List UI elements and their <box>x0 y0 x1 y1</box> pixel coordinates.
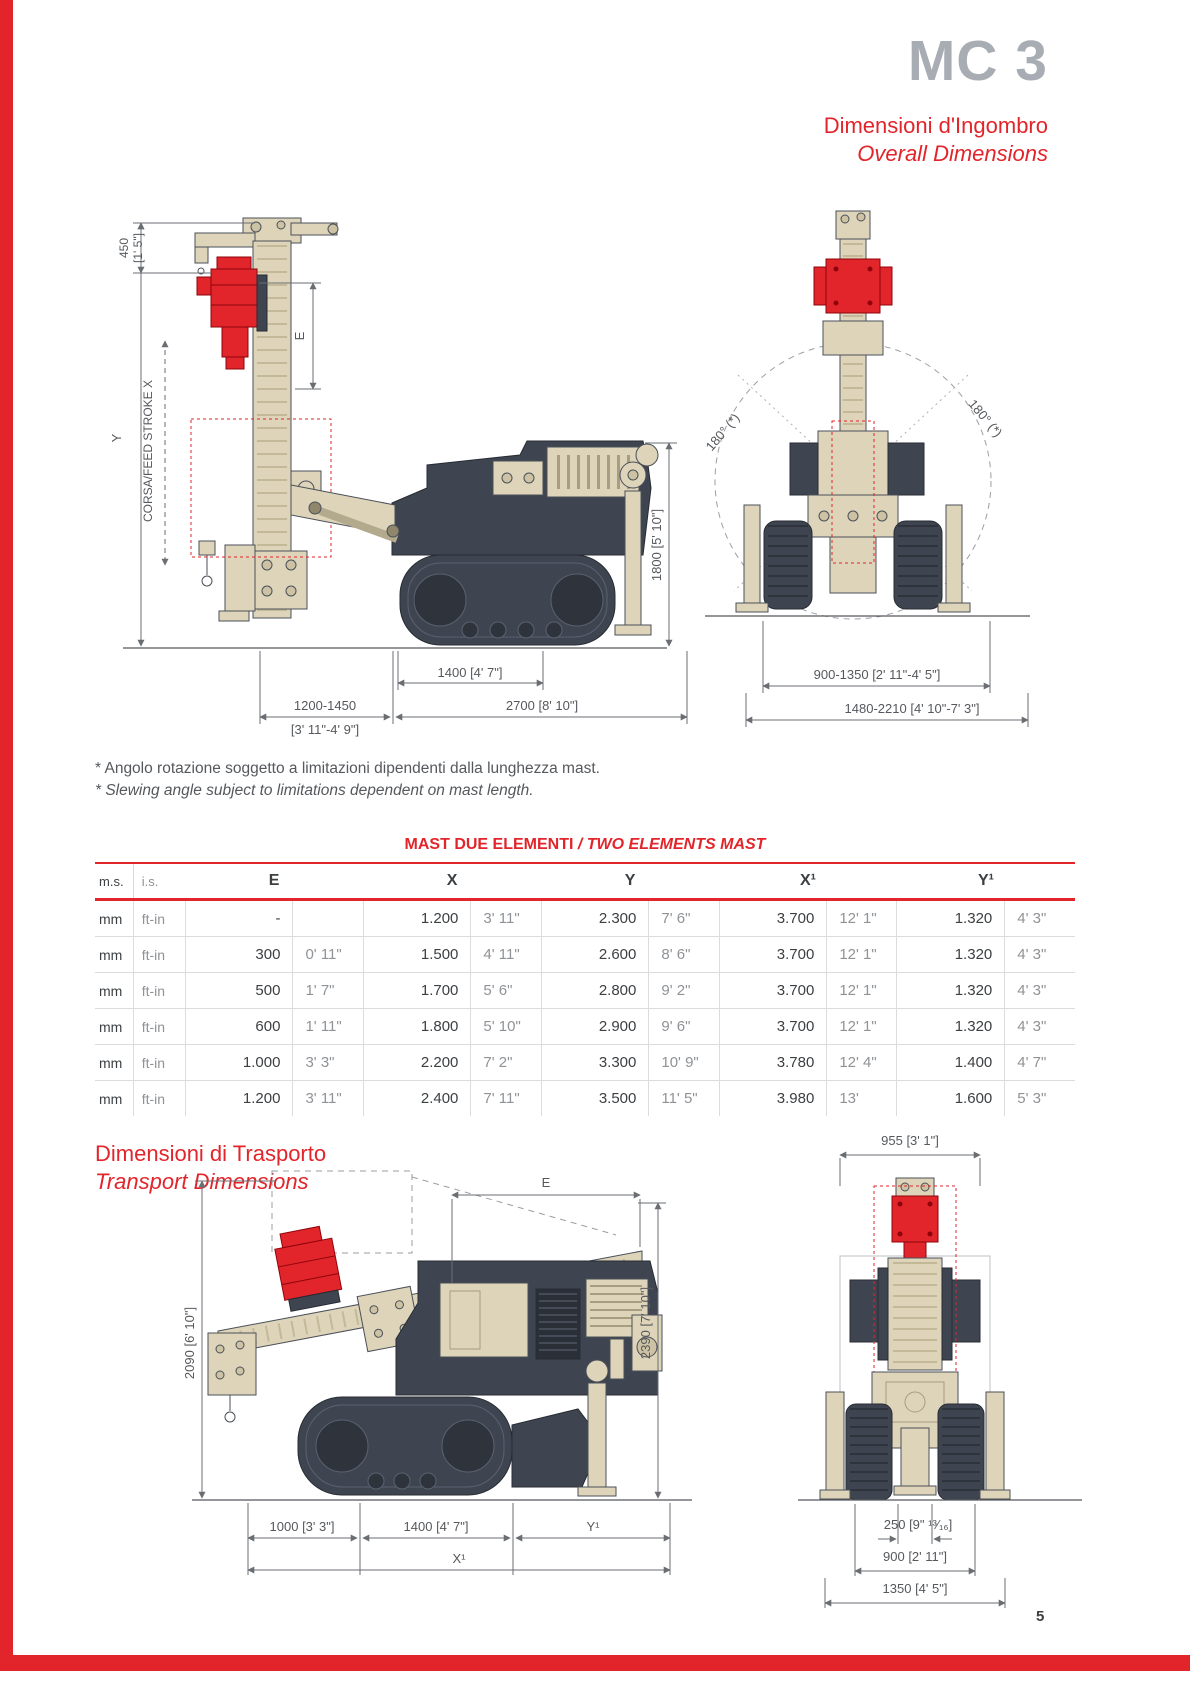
table-cell: 3.700 <box>719 973 827 1009</box>
col-header-is: i.s. <box>133 863 185 900</box>
table-cell: 7' 6" <box>649 900 719 937</box>
dim-label-y1: Y¹ <box>586 1519 600 1534</box>
table-row <box>95 1081 1075 1117</box>
table-cell: 2.400 <box>363 1081 471 1117</box>
lower-clamp <box>199 541 307 621</box>
dim-label-1400: 1400 [4' 7"] <box>403 1519 469 1534</box>
page-number: 5 <box>1036 1608 1045 1625</box>
transport-rear-bottom-dimensions <box>825 1504 1005 1608</box>
table-cell: 4' 7" <box>1005 1045 1075 1081</box>
crawler-track <box>400 555 615 645</box>
dim-label-1800: 1800 [5' 10"] <box>649 508 664 582</box>
table-cell: 1.200 <box>185 1081 293 1117</box>
table-cell: 2.900 <box>541 1009 649 1045</box>
table-cell: 12' 1" <box>827 973 897 1009</box>
table-cell: ft-in <box>133 1081 185 1117</box>
rotary-head <box>814 259 892 313</box>
table-row <box>95 973 1075 1009</box>
col-header-e: E <box>185 863 363 900</box>
table-row <box>95 937 1075 973</box>
table-cell: 4' 3" <box>1005 900 1075 937</box>
table-cell: ft-in <box>133 900 185 937</box>
heading-italian: Dimensioni d'Ingombro <box>823 113 1048 138</box>
table-cell: 12' 1" <box>827 937 897 973</box>
table-cell: 4' 3" <box>1005 973 1075 1009</box>
transport-side-view-drawing <box>180 1143 700 1583</box>
table-cell: 1.000 <box>185 1045 293 1081</box>
dim-label-900-1350: 900-1350 [2' 11"-4' 5"] <box>813 667 941 682</box>
table-cell: 3.300 <box>541 1045 649 1081</box>
table-cell: 8' 6" <box>649 937 719 973</box>
table-cell: 3' 11" <box>293 1081 363 1117</box>
dim-label-2700: 2700 [8' 10"] <box>505 698 579 713</box>
rotary-head <box>892 1196 938 1258</box>
table-cell: 4' 3" <box>1005 1009 1075 1045</box>
dim-label-1200-1450-ft: [3' 11"-4' 9"] <box>290 722 360 737</box>
table-cell: 3.980 <box>719 1081 827 1117</box>
table-cell: 5' 3" <box>1017 1090 1047 1107</box>
table-cell: 3.780 <box>719 1045 827 1081</box>
col-header-x1: X¹ <box>719 863 897 900</box>
table-cell: 10' 9" <box>649 1045 719 1081</box>
heading-english: Transport Dimensions <box>95 1169 309 1194</box>
table-cell: 600 <box>185 1009 293 1045</box>
table-cell: mm <box>95 1081 133 1117</box>
table-cell: ft-in <box>133 1009 185 1045</box>
table-cell: 4' 11" <box>471 937 541 973</box>
table-title <box>95 836 1075 854</box>
table-cell: mm <box>95 937 133 973</box>
dim-label-x1: X¹ <box>452 1551 466 1566</box>
table-cell: 2.800 <box>541 973 649 1009</box>
table-cell: 0' 11" <box>293 937 363 973</box>
dim-label-250: 250 [9" ¹³⁄₁₆] <box>883 1517 953 1532</box>
table-cell: 1.600 <box>897 1081 1005 1117</box>
machine-side-view <box>123 218 667 648</box>
table-title-english: / TWO ELEMENTS MAST <box>577 836 766 853</box>
table-cell: mm <box>95 1045 133 1081</box>
machine-transport-rear <box>798 1178 1082 1500</box>
table-cell <box>293 900 363 937</box>
table-cell: 3.700 <box>719 937 827 973</box>
dim-label-slew-right: 180° (*) <box>965 396 1006 440</box>
table-cell: 500 <box>185 973 293 1009</box>
table-cell: 11' 5" <box>649 1081 719 1117</box>
dim-label-900: 900 [2' 11"] <box>883 1549 947 1564</box>
left-accent-bar <box>0 0 13 1671</box>
dim-label-feed-stroke: CORSA/FEED STROKE X <box>141 379 155 523</box>
table-cell: 4' 3" <box>1005 937 1075 973</box>
table-cell: 1.500 <box>363 937 471 973</box>
table-cell: - <box>185 900 293 937</box>
table-cell: 12' 4" <box>827 1045 897 1081</box>
heading-english: Overall Dimensions <box>857 141 1048 166</box>
table-cell: 5' 6" <box>471 973 541 1009</box>
table-cell: 3.700 <box>719 900 827 937</box>
table-cell: 1' 11" <box>293 1009 363 1045</box>
transport-rear-view-drawing <box>790 1128 1090 1620</box>
table-header-row <box>95 863 1075 900</box>
dim-label-1400: 1400 [4' 7"] <box>437 665 503 680</box>
heading-italian: Dimensioni di Trasporto <box>95 1141 327 1166</box>
crawler-track <box>298 1397 512 1495</box>
footnote-english: * Slewing angle subject to limitations dependent on mast length. <box>95 782 534 799</box>
dim-label-slew-left: 180° (*) <box>702 410 743 454</box>
table-cell: 1.320 <box>897 1009 1005 1045</box>
table-cell: 12' 1" <box>827 1009 897 1045</box>
table-row <box>95 1045 1075 1081</box>
center-auger <box>901 1428 929 1486</box>
dim-label-955: 955 [3' 1"] <box>881 1133 939 1148</box>
upper-structure <box>291 441 651 555</box>
table-cell: 2.600 <box>541 937 649 973</box>
table-cell: 3' 3" <box>293 1045 363 1081</box>
mast-front-gear <box>208 1333 256 1422</box>
table-cell: 7' 2" <box>471 1045 541 1081</box>
table-cell: 3.700 <box>719 1009 827 1045</box>
dim-label-2390: 2390 [7' 10"] <box>638 1286 653 1360</box>
col-header-x: X <box>363 863 541 900</box>
footnote-italian: * Angolo rotazione soggetto a limitazioni dipendenti dalla lunghezza mast. <box>95 760 600 777</box>
table-cell: mm <box>95 900 133 937</box>
table-cell: 3.500 <box>541 1081 649 1117</box>
table-cell: 13' <box>827 1081 897 1117</box>
table-title-italian: MAST DUE ELEMENTI <box>404 836 574 853</box>
table-cell: 9' 6" <box>649 1009 719 1045</box>
overall-side-view-drawing <box>95 193 690 743</box>
dim-label-e: E <box>292 331 307 341</box>
rotary-head <box>272 1224 344 1312</box>
table-row <box>95 1009 1075 1045</box>
dim-label-450: 450 <box>117 237 131 259</box>
table-cell: 3' 11" <box>471 900 541 937</box>
table-cell: 1.400 <box>897 1045 1005 1081</box>
col-header-ms: m.s. <box>95 863 133 900</box>
dim-label-y: Y <box>109 433 124 443</box>
mast-specifications-table <box>95 862 1075 1116</box>
overall-dimensions-heading <box>824 112 1048 168</box>
col-header-y: Y <box>541 863 719 900</box>
table-cell: 1.320 <box>897 973 1005 1009</box>
table-cell: 1' 7" <box>293 973 363 1009</box>
dim-label-1000: 1000 [3' 3"] <box>269 1519 335 1534</box>
table-cell: ft-in <box>133 937 185 973</box>
table-row <box>95 900 1075 937</box>
dim-label-e: E <box>541 1175 551 1190</box>
dim-label-1200-1450: 1200-1450 <box>293 698 357 713</box>
col-header-y1: Y¹ <box>897 863 1075 900</box>
footnotes <box>95 758 600 802</box>
table-cell: 300 <box>185 937 293 973</box>
machine-transport-side <box>192 1171 692 1500</box>
overall-front-view-drawing <box>690 193 1040 733</box>
table-cell: 2.200 <box>363 1045 471 1081</box>
table-cell: 7' 11" <box>471 1081 541 1117</box>
table-cell: 9' 2" <box>649 973 719 1009</box>
table-cell: 1.320 <box>897 937 1005 973</box>
dim-label-2090: 2090 [6' 10"] <box>182 1306 197 1380</box>
table-cell: 5' 10" <box>471 1009 541 1045</box>
dim-label-450-ft: [1' 5"] <box>131 233 145 263</box>
dim-label-1350: 1350 [4' 5"] <box>882 1581 948 1596</box>
table-cell: 1.800 <box>363 1009 471 1045</box>
table-cell: mm <box>95 973 133 1009</box>
model-title: MC 3 <box>907 29 1048 93</box>
table-cell: 12' 1" <box>827 900 897 937</box>
table-cell: 1.320 <box>897 900 1005 937</box>
table-cell: mm <box>95 1009 133 1045</box>
bottom-accent-bar <box>0 1655 1190 1671</box>
table-cell: 1.700 <box>363 973 471 1009</box>
table-cell: 1.200 <box>363 900 471 937</box>
table-cell: 2.300 <box>541 900 649 937</box>
table-cell: ft-in <box>133 1045 185 1081</box>
table-cell: ft-in <box>133 973 185 1009</box>
dim-label-1480-2210: 1480-2210 [4' 10"-7' 3"] <box>844 701 980 716</box>
